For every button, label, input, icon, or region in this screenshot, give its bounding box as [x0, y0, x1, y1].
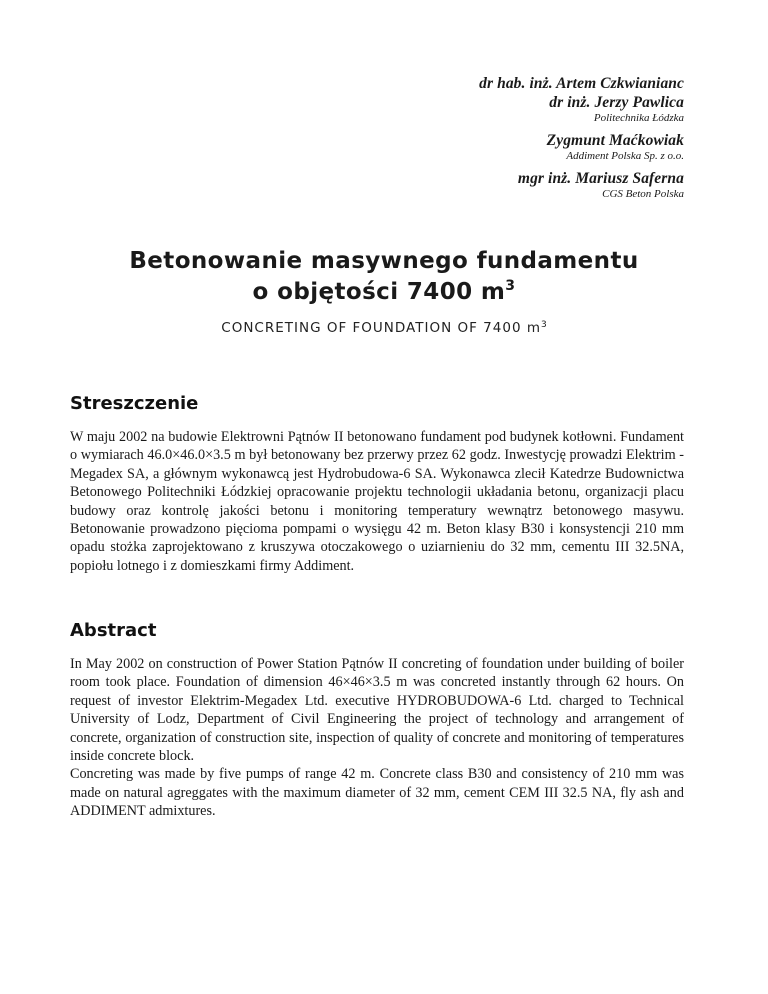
author-block	[479, 74, 684, 207]
author-name-2: dr inż. Jerzy Pawlica	[549, 94, 684, 111]
author-affiliation-3: Addiment Polska Sp. z o.o.	[566, 150, 684, 162]
author-name-1: dr hab. inż. Artem Czkwianianc	[479, 75, 684, 92]
streszczenie-body	[70, 428, 684, 575]
paper-title-superscript: 3	[505, 278, 516, 294]
abstract-body	[70, 655, 684, 821]
streszczenie-paragraph: W maju 2002 na budowie Elektrowni Pątnów II betonowano fundament pod budynek kotłowni. Fundament o wymiarach 46.0×46.0×3.5 m był betonowany bez przerwy przez 62 godz. Inwestycję prowadzi Elektrim - Megadex SA, a głównym wykonawcą jest Hydrobudowa-6 SA. Wykonawca zlecił Katedrze Budownictwa Betonowego Politechniki Łódzkiej opracowanie projektu technologii układania betonu, organizacji placu budowy oraz kontrolę jakości betonu i monitoring temperatury wewnątrz betonowego masywu. Betonowanie prowadzono pięcioma pompami o wysięgu 42 m. Beton klasy B30 i konsystencji 210 mm opadu stożka zaprojektowano z kruszywa otoczakowego o uziarnieniu do 32 mm, cementu III 32.5NA, popiołu lotnego i z domieszkami firmy Addiment.	[70, 429, 684, 574]
abstract-paragraph-2: Concreting was made by five pumps of range 42 m. Concrete class B30 and consistency of 210 mm was made on natural agreggates with the maximum diameter of 32 mm, cement CEM III 32.5 NA, fly ash and ADDIMENT admixtures.	[70, 766, 684, 820]
paper-subtitle-text: CONCRETING OF FOUNDATION OF 7400 m	[221, 320, 541, 336]
streszczenie-heading: Streszczenie	[70, 393, 199, 414]
paper-title-line-2-text: o objętości 7400 m	[252, 279, 506, 305]
author-name-3: Zygmunt Maćkowiak	[546, 132, 684, 149]
author-name-4: mgr inż. Mariusz Saferna	[517, 170, 684, 187]
paper-title	[0, 246, 768, 308]
paper-title-line-2	[0, 277, 768, 308]
abstract-heading: Abstract	[70, 620, 157, 641]
paper-subtitle	[0, 320, 768, 336]
author-affiliation-4: CGS Beton Polska	[602, 188, 684, 200]
abstract-paragraph-1: In May 2002 on construction of Power Station Pątnów II concreting of foundation under building of boiler room took place. Foundation of dimension 46×46×3.5 m was concreted instantly through 62 hours. On request of investor Elektrim-Megadex Ltd. executive HYDROBUDOWA-6 Ltd. charged to Technical University of Lodz, Department of Civil Engineering the project of technology and arrangement of concrete, organization of construction site, inspection of quality of concrete and monitoring of temperatures inside concrete block.	[70, 656, 684, 765]
paper-subtitle-superscript: 3	[540, 320, 547, 330]
author-affiliation-2: Politechnika Łódzka	[593, 112, 684, 124]
paper-title-line-1: Betonowanie masywnego fundamentu	[129, 248, 639, 274]
